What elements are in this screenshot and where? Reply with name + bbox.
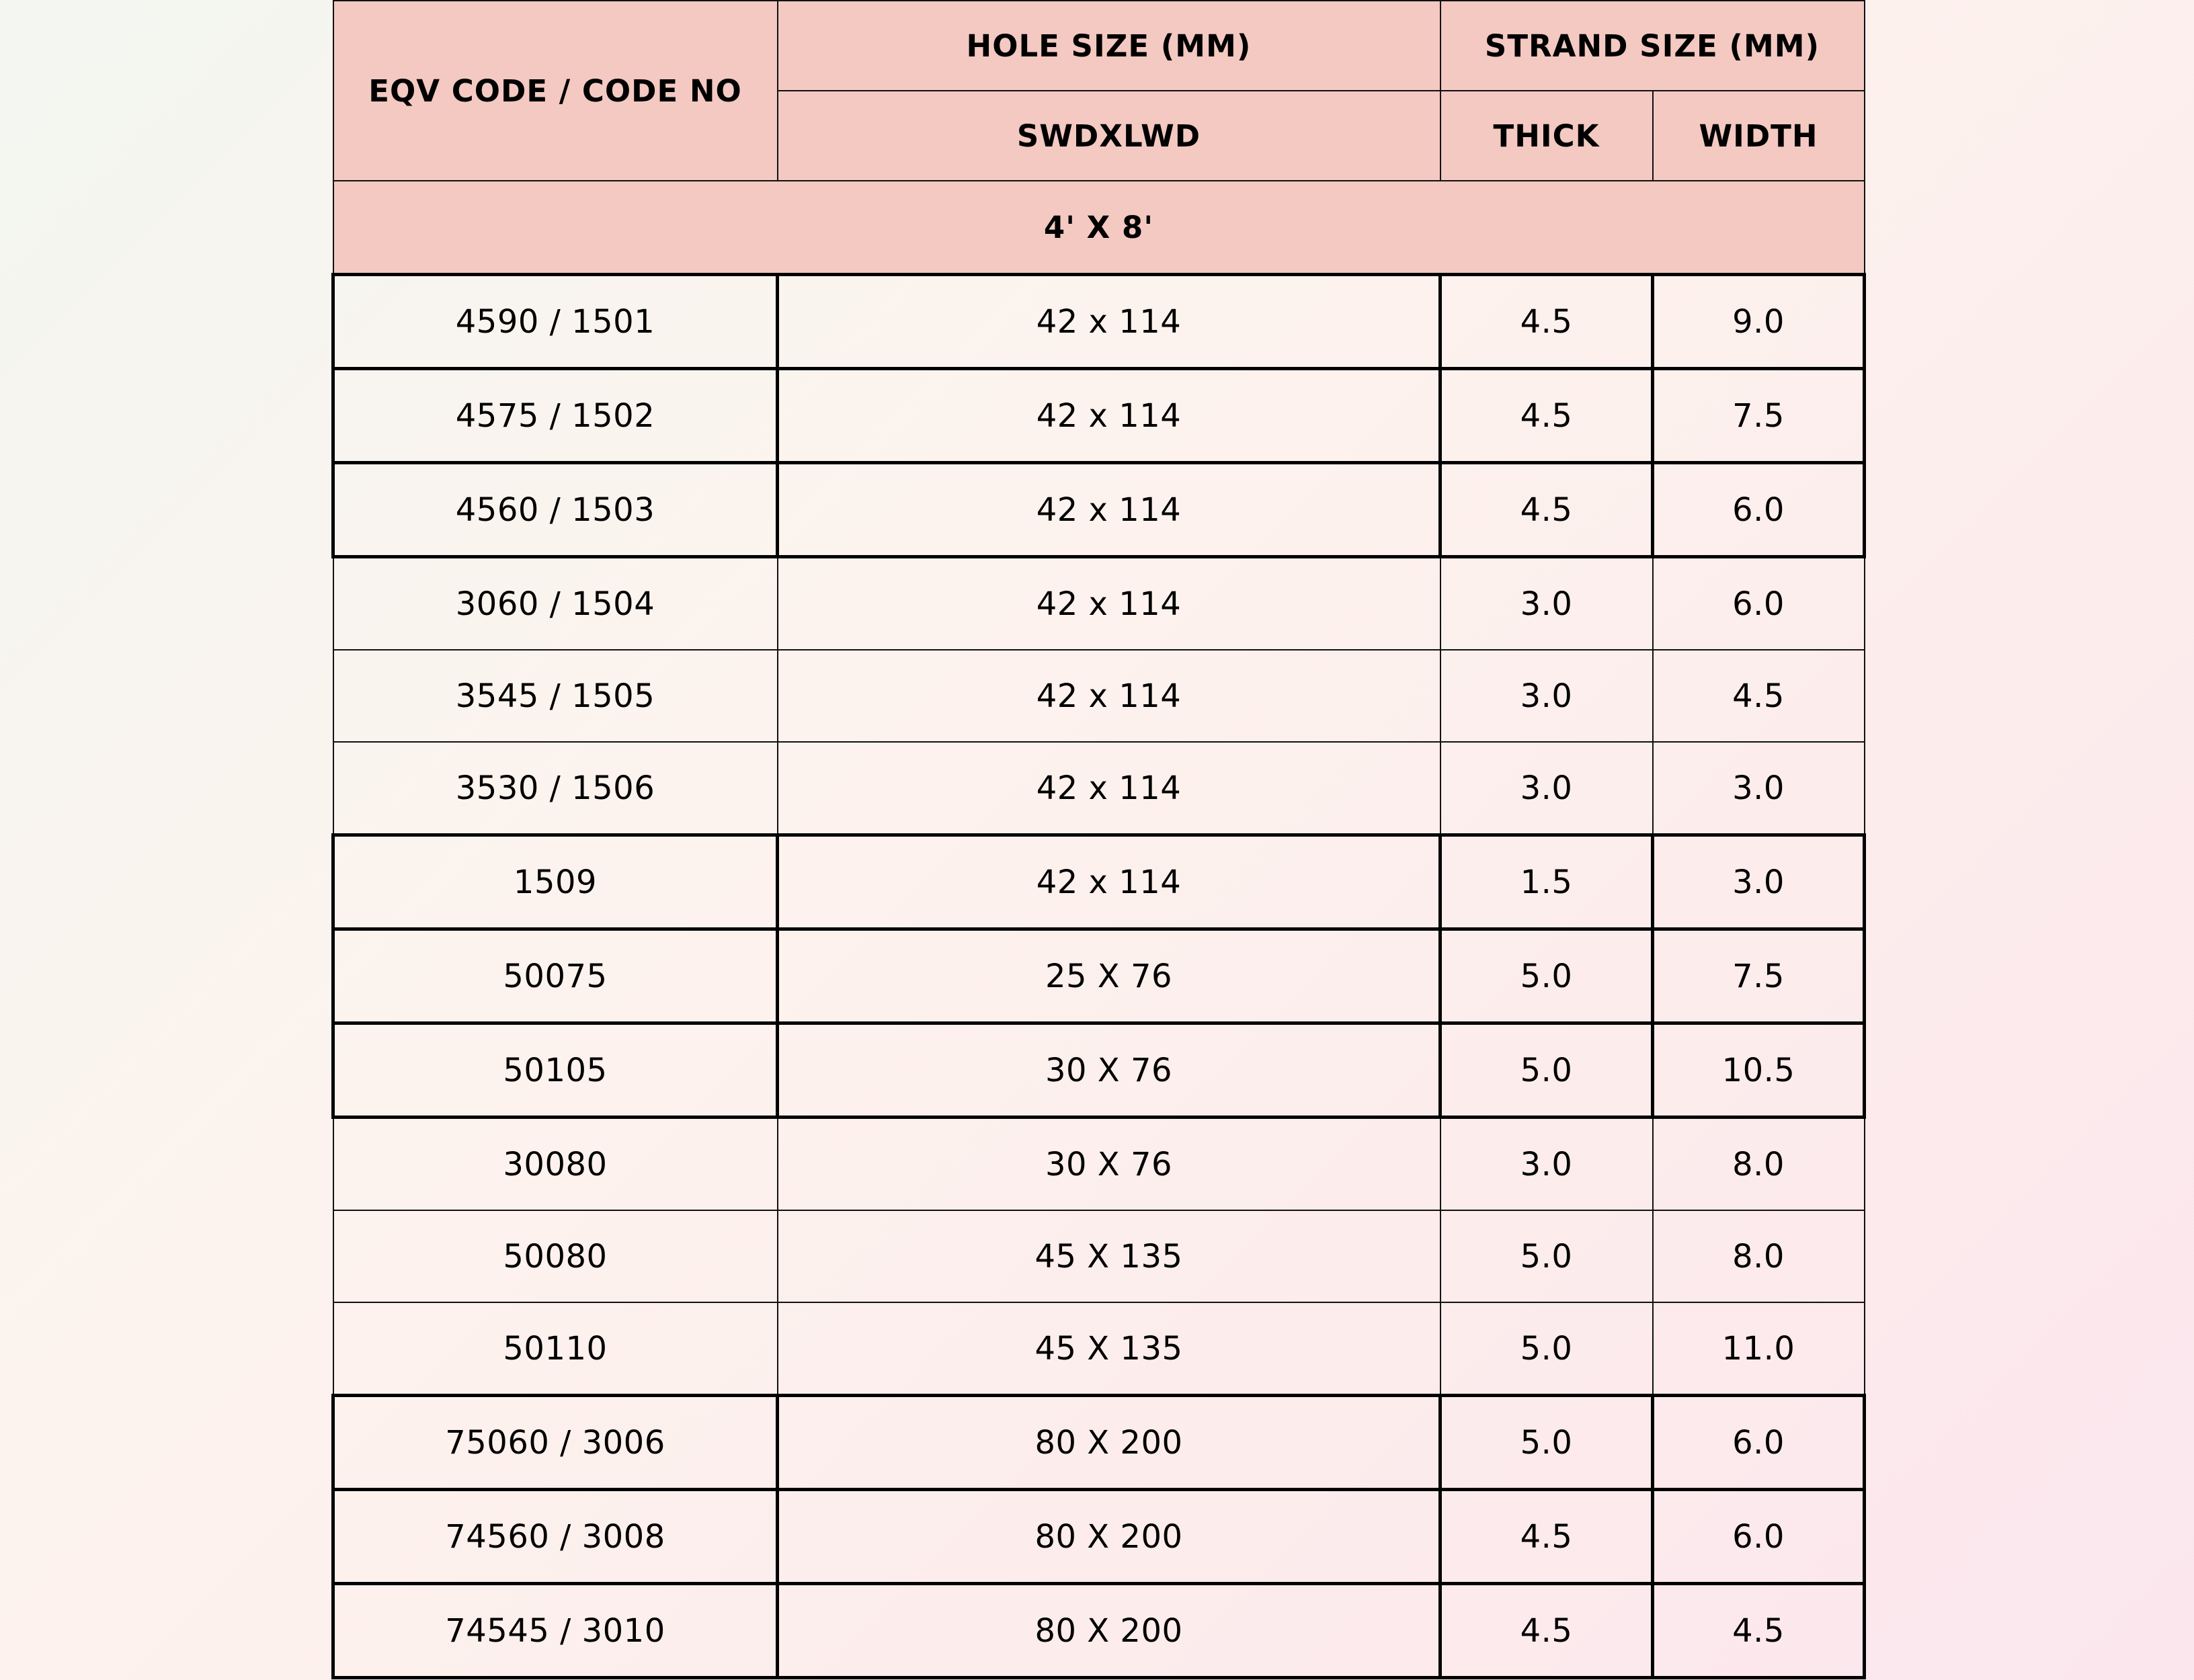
- cell-code: 74560 / 3008: [333, 1490, 778, 1584]
- cell-thick: 5.0: [1440, 1302, 1653, 1396]
- cell-code: 50105: [333, 1023, 778, 1118]
- cell-thick: 3.0: [1440, 650, 1653, 742]
- table-row: [333, 1023, 1865, 1118]
- table-row: [333, 369, 1865, 463]
- cell-width: 4.5: [1653, 1584, 1865, 1678]
- cell-code: 50080: [333, 1210, 778, 1302]
- cell-thick: 3.0: [1440, 1118, 1653, 1211]
- table-row: [333, 463, 1865, 557]
- cell-hole-size: 30 X 76: [778, 1023, 1440, 1118]
- cell-width: 6.0: [1653, 1396, 1865, 1490]
- cell-thick: 5.0: [1440, 929, 1653, 1023]
- table-row: [333, 1396, 1865, 1490]
- header-hole-sub: SWDXLWD: [778, 91, 1440, 181]
- cell-code: 30080: [333, 1118, 778, 1211]
- cell-hole-size: 42 x 114: [778, 835, 1440, 929]
- header-width: WIDTH: [1653, 91, 1865, 181]
- table-row: [333, 1210, 1865, 1302]
- table-row: [333, 1490, 1865, 1584]
- cell-code: 75060 / 3006: [333, 1396, 778, 1490]
- cell-code: 3060 / 1504: [333, 557, 778, 650]
- table-row: [333, 275, 1865, 369]
- cell-hole-size: 80 X 200: [778, 1490, 1440, 1584]
- cell-hole-size: 80 X 200: [778, 1584, 1440, 1678]
- cell-width: 3.0: [1653, 835, 1865, 929]
- cell-thick: 3.0: [1440, 557, 1653, 650]
- cell-code: 50075: [333, 929, 778, 1023]
- cell-thick: 4.5: [1440, 463, 1653, 557]
- cell-thick: 1.5: [1440, 835, 1653, 929]
- cell-hole-size: 42 x 114: [778, 463, 1440, 557]
- cell-hole-size: 42 x 114: [778, 650, 1440, 742]
- cell-width: 6.0: [1653, 557, 1865, 650]
- cell-hole-size: 30 X 76: [778, 1118, 1440, 1211]
- cell-width: 4.5: [1653, 650, 1865, 742]
- table-header: [333, 1, 1865, 275]
- cell-hole-size: 80 X 200: [778, 1396, 1440, 1490]
- cell-thick: 4.5: [1440, 275, 1653, 369]
- cell-width: 8.0: [1653, 1118, 1865, 1211]
- cell-thick: 3.0: [1440, 742, 1653, 835]
- cell-thick: 5.0: [1440, 1210, 1653, 1302]
- cell-code: 50110: [333, 1302, 778, 1396]
- table-row: [333, 742, 1865, 835]
- cell-code: 4590 / 1501: [333, 275, 778, 369]
- cell-width: 7.5: [1653, 929, 1865, 1023]
- cell-thick: 4.5: [1440, 369, 1653, 463]
- table-body: [333, 275, 1865, 1678]
- group-label: 4' X 8': [333, 181, 1865, 275]
- cell-width: 3.0: [1653, 742, 1865, 835]
- cell-code: 3545 / 1505: [333, 650, 778, 742]
- cell-thick: 5.0: [1440, 1023, 1653, 1118]
- table-row: [333, 650, 1865, 742]
- cell-hole-size: 25 X 76: [778, 929, 1440, 1023]
- cell-width: 8.0: [1653, 1210, 1865, 1302]
- table-row: [333, 835, 1865, 929]
- cell-thick: 4.5: [1440, 1490, 1653, 1584]
- header-strand-size: STRAND SIZE (MM): [1440, 1, 1865, 91]
- cell-code: 1509: [333, 835, 778, 929]
- cell-hole-size: 42 x 114: [778, 557, 1440, 650]
- header-code: EQV CODE / CODE NO: [333, 1, 778, 181]
- table-row: [333, 929, 1865, 1023]
- header-thick: THICK: [1440, 91, 1653, 181]
- cell-width: 10.5: [1653, 1023, 1865, 1118]
- table-row: [333, 1584, 1865, 1678]
- cell-code: 4575 / 1502: [333, 369, 778, 463]
- spec-sheet: [331, 0, 1863, 1680]
- table-row: [333, 1302, 1865, 1396]
- table-row: [333, 557, 1865, 650]
- cell-width: 9.0: [1653, 275, 1865, 369]
- spec-table: [331, 0, 1866, 1679]
- cell-thick: 5.0: [1440, 1396, 1653, 1490]
- header-hole-size: HOLE SIZE (MM): [778, 1, 1440, 91]
- table-row: [333, 1118, 1865, 1211]
- cell-hole-size: 45 X 135: [778, 1302, 1440, 1396]
- cell-thick: 4.5: [1440, 1584, 1653, 1678]
- cell-width: 6.0: [1653, 1490, 1865, 1584]
- cell-width: 11.0: [1653, 1302, 1865, 1396]
- cell-code: 3530 / 1506: [333, 742, 778, 835]
- cell-hole-size: 42 x 114: [778, 369, 1440, 463]
- cell-width: 6.0: [1653, 463, 1865, 557]
- cell-hole-size: 42 x 114: [778, 742, 1440, 835]
- cell-width: 7.5: [1653, 369, 1865, 463]
- cell-code: 74545 / 3010: [333, 1584, 778, 1678]
- cell-code: 4560 / 1503: [333, 463, 778, 557]
- cell-hole-size: 45 X 135: [778, 1210, 1440, 1302]
- cell-hole-size: 42 x 114: [778, 275, 1440, 369]
